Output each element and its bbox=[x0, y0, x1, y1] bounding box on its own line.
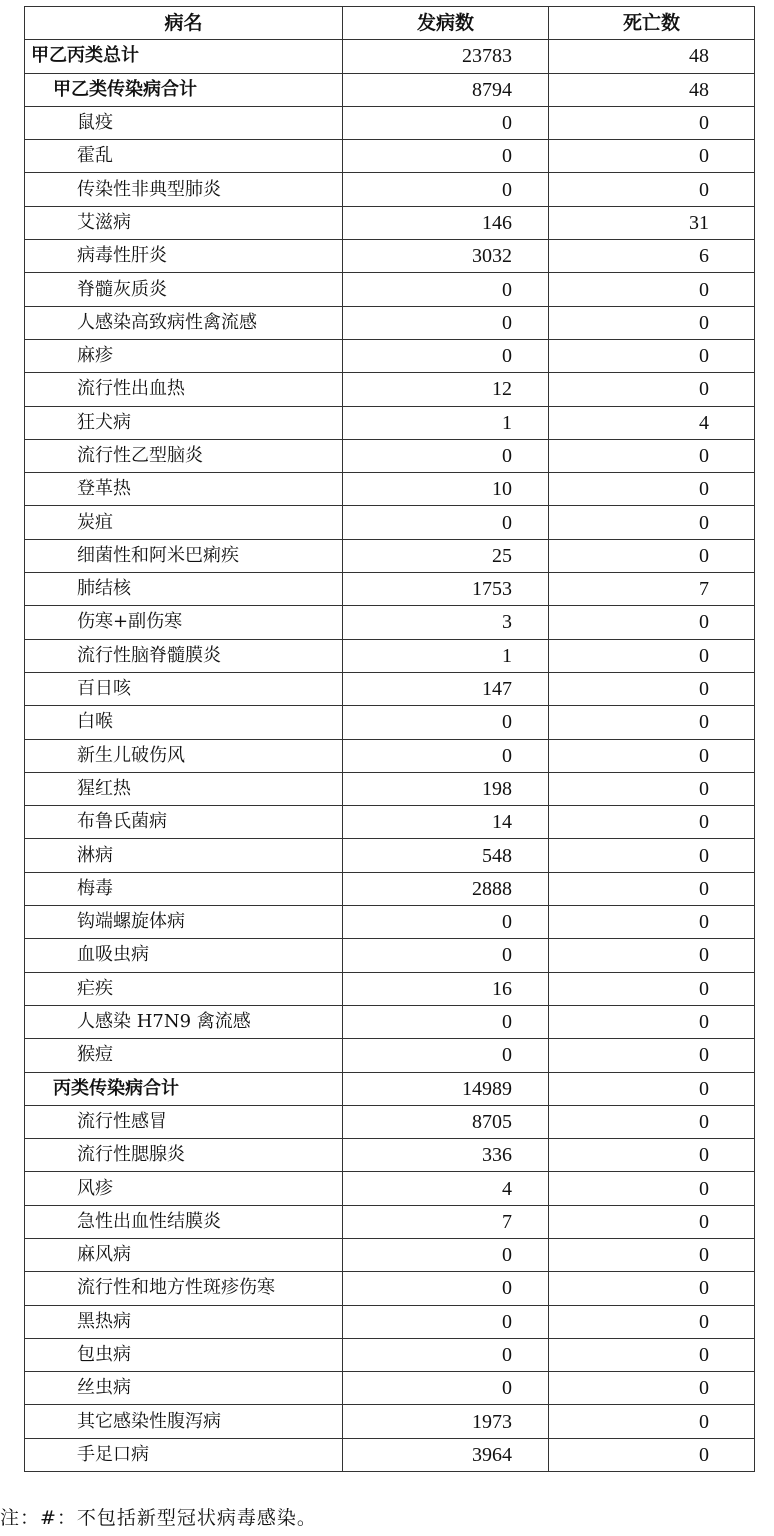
deaths-cell: 0 bbox=[549, 906, 755, 939]
cases-cell: 0 bbox=[343, 739, 549, 772]
disease-name-cell: 流行性感冒 bbox=[25, 1105, 343, 1138]
cases-cell: 0 bbox=[343, 339, 549, 372]
disease-name-cell: 猴痘 bbox=[25, 1039, 343, 1072]
table-row bbox=[25, 406, 755, 439]
table-row bbox=[25, 173, 755, 206]
cases-cell: 1 bbox=[343, 639, 549, 672]
table-row bbox=[25, 1305, 755, 1338]
deaths-cell: 0 bbox=[549, 506, 755, 539]
deaths-cell: 31 bbox=[549, 206, 755, 239]
deaths-cell: 0 bbox=[549, 373, 755, 406]
cases-cell: 1973 bbox=[343, 1405, 549, 1438]
deaths-cell: 48 bbox=[549, 73, 755, 106]
disease-name-cell: 包虫病 bbox=[25, 1338, 343, 1371]
cases-cell: 25 bbox=[343, 539, 549, 572]
cases-cell: 0 bbox=[343, 906, 549, 939]
deaths-cell: 0 bbox=[549, 772, 755, 805]
deaths-cell: 48 bbox=[549, 40, 755, 73]
deaths-cell: 0 bbox=[549, 806, 755, 839]
disease-name-cell: 霍乱 bbox=[25, 140, 343, 173]
cases-cell: 16 bbox=[343, 972, 549, 1005]
disease-name-cell: 伤寒+副伤寒 bbox=[25, 606, 343, 639]
disease-name-cell: 甲乙丙类总计 bbox=[25, 40, 343, 73]
disease-name-cell: 细菌性和阿米巴痢疾 bbox=[25, 539, 343, 572]
deaths-cell: 0 bbox=[549, 1205, 755, 1238]
table-row bbox=[25, 240, 755, 273]
table-row bbox=[25, 306, 755, 339]
deaths-cell: 0 bbox=[549, 1305, 755, 1338]
disease-name-cell: 人感染 H7N9 禽流感 bbox=[25, 1005, 343, 1038]
table-row bbox=[25, 1372, 755, 1405]
table-row bbox=[25, 1272, 755, 1305]
disease-statistics-table bbox=[24, 6, 755, 1472]
deaths-cell: 0 bbox=[549, 1238, 755, 1271]
cases-cell: 146 bbox=[343, 206, 549, 239]
table-row bbox=[25, 273, 755, 306]
disease-name-cell: 白喉 bbox=[25, 706, 343, 739]
table-row bbox=[25, 1405, 755, 1438]
disease-name-cell: 狂犬病 bbox=[25, 406, 343, 439]
cases-cell: 0 bbox=[343, 706, 549, 739]
table-row bbox=[25, 506, 755, 539]
cases-cell: 0 bbox=[343, 1372, 549, 1405]
disease-name-cell: 病毒性肝炎 bbox=[25, 240, 343, 273]
deaths-cell: 0 bbox=[549, 606, 755, 639]
disease-name-cell: 艾滋病 bbox=[25, 206, 343, 239]
deaths-cell: 6 bbox=[549, 240, 755, 273]
cases-cell: 198 bbox=[343, 772, 549, 805]
deaths-cell: 0 bbox=[549, 1372, 755, 1405]
cases-cell: 4 bbox=[343, 1172, 549, 1205]
deaths-cell: 0 bbox=[549, 173, 755, 206]
cases-cell: 10 bbox=[343, 473, 549, 506]
cases-cell: 0 bbox=[343, 439, 549, 472]
table-row bbox=[25, 573, 755, 606]
disease-name-cell: 流行性和地方性斑疹伤寒 bbox=[25, 1272, 343, 1305]
table-row bbox=[25, 1139, 755, 1172]
table-row bbox=[25, 872, 755, 905]
disease-name-cell: 流行性脑脊髓膜炎 bbox=[25, 639, 343, 672]
deaths-cell: 0 bbox=[549, 872, 755, 905]
deaths-cell: 0 bbox=[549, 306, 755, 339]
disease-name-cell: 手足口病 bbox=[25, 1438, 343, 1471]
table-row bbox=[25, 373, 755, 406]
deaths-cell: 0 bbox=[549, 1039, 755, 1072]
cases-cell: 3032 bbox=[343, 240, 549, 273]
cases-cell: 14 bbox=[343, 806, 549, 839]
cases-cell: 3 bbox=[343, 606, 549, 639]
table-row bbox=[25, 772, 755, 805]
deaths-cell: 0 bbox=[549, 539, 755, 572]
cases-cell: 336 bbox=[343, 1139, 549, 1172]
deaths-cell: 0 bbox=[549, 639, 755, 672]
disease-name-cell: 鼠疫 bbox=[25, 106, 343, 139]
subtotal-row bbox=[25, 73, 755, 106]
cases-cell: 7 bbox=[343, 1205, 549, 1238]
disease-name-cell: 麻疹 bbox=[25, 339, 343, 372]
cases-cell: 0 bbox=[343, 1005, 549, 1038]
deaths-cell: 0 bbox=[549, 839, 755, 872]
disease-name-cell: 麻风病 bbox=[25, 1238, 343, 1271]
disease-name-cell: 登革热 bbox=[25, 473, 343, 506]
cases-cell: 12 bbox=[343, 373, 549, 406]
disease-name-cell: 布鲁氏菌病 bbox=[25, 806, 343, 839]
deaths-cell: 7 bbox=[549, 573, 755, 606]
cases-cell: 0 bbox=[343, 506, 549, 539]
cases-cell: 0 bbox=[343, 939, 549, 972]
cases-cell: 8705 bbox=[343, 1105, 549, 1138]
cases-cell: 0 bbox=[343, 1272, 549, 1305]
deaths-cell: 0 bbox=[549, 1072, 755, 1105]
disease-name-cell: 甲乙类传染病合计 bbox=[25, 73, 343, 106]
table-row bbox=[25, 706, 755, 739]
table-row bbox=[25, 140, 755, 173]
table-row bbox=[25, 1005, 755, 1038]
deaths-cell: 0 bbox=[549, 1405, 755, 1438]
cases-cell: 0 bbox=[343, 106, 549, 139]
disease-name-cell: 血吸虫病 bbox=[25, 939, 343, 972]
cases-cell: 0 bbox=[343, 1305, 549, 1338]
disease-name-cell: 黑热病 bbox=[25, 1305, 343, 1338]
disease-name-cell: 钩端螺旋体病 bbox=[25, 906, 343, 939]
deaths-cell: 0 bbox=[549, 106, 755, 139]
table-body bbox=[25, 40, 755, 1472]
cases-cell: 0 bbox=[343, 140, 549, 173]
disease-name-cell: 百日咳 bbox=[25, 672, 343, 705]
header-deaths: 死亡数 bbox=[549, 7, 755, 40]
table-row bbox=[25, 739, 755, 772]
table-row bbox=[25, 1172, 755, 1205]
deaths-cell: 0 bbox=[549, 706, 755, 739]
deaths-cell: 0 bbox=[549, 1272, 755, 1305]
table-row bbox=[25, 439, 755, 472]
table-row bbox=[25, 1438, 755, 1471]
table-row bbox=[25, 1205, 755, 1238]
table-row bbox=[25, 606, 755, 639]
deaths-cell: 0 bbox=[549, 439, 755, 472]
deaths-cell: 0 bbox=[549, 739, 755, 772]
deaths-cell: 0 bbox=[549, 140, 755, 173]
disease-name-cell: 梅毒 bbox=[25, 872, 343, 905]
cases-cell: 0 bbox=[343, 273, 549, 306]
disease-name-cell: 流行性乙型脑炎 bbox=[25, 439, 343, 472]
cases-cell: 548 bbox=[343, 839, 549, 872]
table-row bbox=[25, 1039, 755, 1072]
cases-cell: 0 bbox=[343, 306, 549, 339]
table-row bbox=[25, 1105, 755, 1138]
disease-name-cell: 其它感染性腹泻病 bbox=[25, 1405, 343, 1438]
cases-cell: 1753 bbox=[343, 573, 549, 606]
table-row bbox=[25, 339, 755, 372]
deaths-cell: 0 bbox=[549, 1338, 755, 1371]
deaths-cell: 0 bbox=[549, 339, 755, 372]
cases-cell: 0 bbox=[343, 1238, 549, 1271]
disease-name-cell: 炭疽 bbox=[25, 506, 343, 539]
disease-name-cell: 流行性腮腺炎 bbox=[25, 1139, 343, 1172]
disease-name-cell: 淋病 bbox=[25, 839, 343, 872]
table-row bbox=[25, 1238, 755, 1271]
disease-name-cell: 人感染高致病性禽流感 bbox=[25, 306, 343, 339]
deaths-cell: 0 bbox=[549, 1438, 755, 1471]
disease-name-cell: 传染性非典型肺炎 bbox=[25, 173, 343, 206]
table-header-row bbox=[25, 7, 755, 40]
deaths-cell: 0 bbox=[549, 273, 755, 306]
deaths-cell: 0 bbox=[549, 939, 755, 972]
cases-cell: 147 bbox=[343, 672, 549, 705]
table-row bbox=[25, 639, 755, 672]
disease-name-cell: 急性出血性结膜炎 bbox=[25, 1205, 343, 1238]
cases-cell: 1 bbox=[343, 406, 549, 439]
disease-name-cell: 流行性出血热 bbox=[25, 373, 343, 406]
table-row bbox=[25, 806, 755, 839]
cases-cell: 0 bbox=[343, 173, 549, 206]
footnote: 注：#：不包括新型冠状病毒感染。 bbox=[0, 1507, 317, 1529]
cases-cell: 3964 bbox=[343, 1438, 549, 1471]
table-row bbox=[25, 473, 755, 506]
table-row bbox=[25, 1338, 755, 1371]
deaths-cell: 0 bbox=[549, 1105, 755, 1138]
cases-cell: 2888 bbox=[343, 872, 549, 905]
cases-cell: 0 bbox=[343, 1338, 549, 1371]
subtotal-row bbox=[25, 1072, 755, 1105]
table-row bbox=[25, 906, 755, 939]
disease-name-cell: 猩红热 bbox=[25, 772, 343, 805]
table-row bbox=[25, 839, 755, 872]
cases-cell: 23783 bbox=[343, 40, 549, 73]
deaths-cell: 0 bbox=[549, 1139, 755, 1172]
cases-cell: 14989 bbox=[343, 1072, 549, 1105]
deaths-cell: 0 bbox=[549, 1005, 755, 1038]
deaths-cell: 0 bbox=[549, 1172, 755, 1205]
table-row bbox=[25, 206, 755, 239]
table-row bbox=[25, 672, 755, 705]
disease-name-cell: 疟疾 bbox=[25, 972, 343, 1005]
disease-name-cell: 风疹 bbox=[25, 1172, 343, 1205]
deaths-cell: 4 bbox=[549, 406, 755, 439]
disease-name-cell: 脊髓灰质炎 bbox=[25, 273, 343, 306]
disease-name-cell: 新生儿破伤风 bbox=[25, 739, 343, 772]
table-row bbox=[25, 106, 755, 139]
disease-name-cell: 丙类传染病合计 bbox=[25, 1072, 343, 1105]
table-row bbox=[25, 972, 755, 1005]
cases-cell: 0 bbox=[343, 1039, 549, 1072]
total-row bbox=[25, 40, 755, 73]
header-disease-name: 病名 bbox=[25, 7, 343, 40]
disease-name-cell: 丝虫病 bbox=[25, 1372, 343, 1405]
cases-cell: 8794 bbox=[343, 73, 549, 106]
disease-name-cell: 肺结核 bbox=[25, 573, 343, 606]
table-row bbox=[25, 939, 755, 972]
deaths-cell: 0 bbox=[549, 672, 755, 705]
table-row bbox=[25, 539, 755, 572]
deaths-cell: 0 bbox=[549, 972, 755, 1005]
deaths-cell: 0 bbox=[549, 473, 755, 506]
header-cases: 发病数 bbox=[343, 7, 549, 40]
